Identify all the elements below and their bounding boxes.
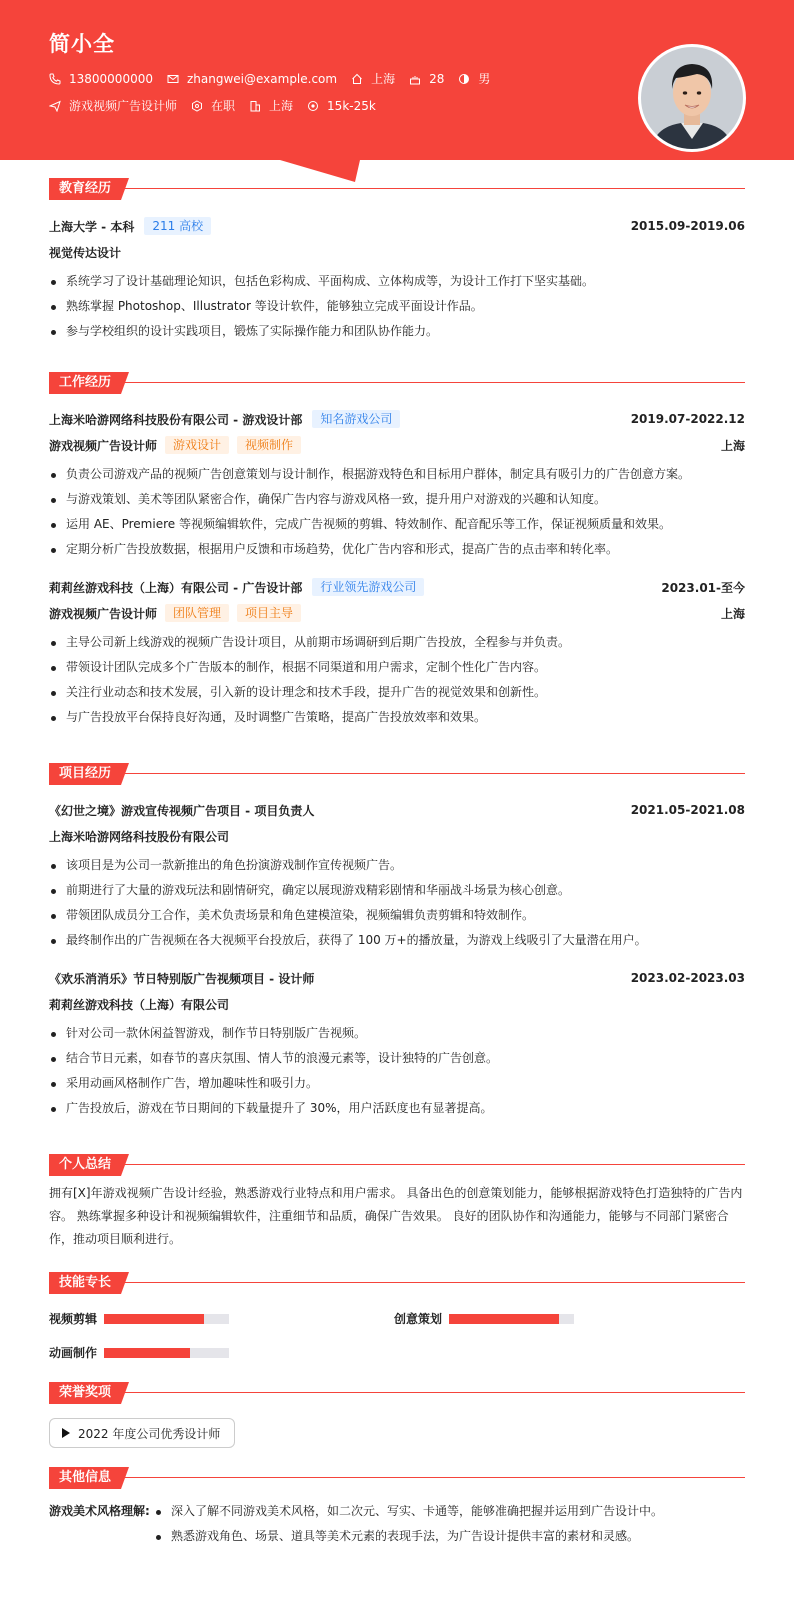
list-item: 主导公司新上线游戏的视频广告设计项目，从前期市场调研到后期广告投放，全程参与并负责。 bbox=[49, 630, 745, 655]
section-divider bbox=[119, 1282, 745, 1283]
awards-section bbox=[49, 1382, 745, 1448]
play-triangle-icon bbox=[62, 1428, 70, 1438]
project-company: 上海米哈游网络科技股份有限公司 bbox=[49, 829, 230, 844]
job-tag: 视频制作 bbox=[237, 436, 301, 454]
job-intent-row bbox=[49, 97, 390, 114]
job-city: 上海 bbox=[720, 438, 745, 453]
status-item bbox=[191, 97, 235, 114]
section-title: 技能专长 bbox=[49, 1272, 121, 1294]
list-item: 深入了解不同游戏美术风格，如二次元、写实、卡通等，能够准确把握并运用到广告设计中。 bbox=[154, 1499, 663, 1524]
section-title: 荣誉奖项 bbox=[49, 1382, 121, 1404]
avatar bbox=[638, 44, 746, 152]
job-tag: 项目主导 bbox=[237, 604, 301, 622]
project-header-row bbox=[49, 965, 745, 991]
section-divider bbox=[119, 188, 745, 189]
skill-item bbox=[394, 1310, 574, 1327]
job-header-row bbox=[49, 574, 745, 600]
list-item: 采用动画风格制作广告，增加趣味性和吸引力。 bbox=[49, 1071, 745, 1096]
mail-icon bbox=[167, 73, 179, 85]
status-text: 在职 bbox=[211, 99, 236, 113]
contact-row bbox=[49, 70, 504, 87]
gender-item bbox=[458, 70, 490, 87]
home-icon bbox=[351, 73, 363, 85]
section-divider bbox=[119, 1477, 745, 1478]
salary-icon bbox=[307, 100, 319, 112]
section-heading bbox=[49, 372, 745, 394]
skills-section bbox=[49, 1272, 745, 1374]
project-name: 《欢乐消消乐》节日特别版广告视频项目 - 设计师 bbox=[49, 971, 315, 986]
skill-label: 创意策划 bbox=[394, 1312, 443, 1326]
position-item bbox=[49, 97, 177, 114]
list-item: 系统学习了设计基础理论知识，包括色彩构成、平面构成、立体构成等，为设计工作打下坚实基础。 bbox=[49, 269, 745, 294]
skill-list bbox=[49, 1304, 745, 1374]
education-section bbox=[49, 178, 745, 344]
other-info-key: 游戏美术风格理解: bbox=[49, 1504, 150, 1518]
list-item: 与广告投放平台保持良好沟通，及时调整广告策略，提高广告投放效率和效果。 bbox=[49, 705, 745, 730]
gender-icon bbox=[458, 73, 470, 85]
age-text: 28 bbox=[429, 71, 445, 86]
section-title: 项目经历 bbox=[49, 763, 121, 785]
section-title: 个人总结 bbox=[49, 1154, 121, 1176]
award-item[interactable] bbox=[49, 1418, 235, 1448]
send-icon bbox=[49, 100, 61, 112]
company-name: 莉莉丝游戏科技（上海）有限公司 - 广告设计部 bbox=[49, 580, 303, 595]
list-item: 熟悉游戏角色、场景、道具等美术元素的表现手法，为广告设计提供丰富的素材和灵感。 bbox=[154, 1524, 663, 1549]
section-heading bbox=[49, 1467, 745, 1489]
project-date: 2023.02-2023.03 bbox=[630, 971, 745, 985]
skill-bar-fill bbox=[449, 1314, 559, 1324]
section-title: 教育经历 bbox=[49, 178, 121, 200]
job-bullets bbox=[49, 630, 745, 730]
project-section bbox=[49, 763, 745, 1121]
salary-text: 15k-25k bbox=[327, 98, 376, 113]
section-divider bbox=[119, 773, 745, 774]
list-item: 与游戏策划、美术等团队紧密合作，确保广告内容与游戏风格一致，提升用户对游戏的兴趣和认知度。 bbox=[49, 487, 745, 512]
list-item: 前期进行了大量的游戏玩法和剧情研究，确定以展现游戏精彩剧情和华丽战斗场景为核心创意。 bbox=[49, 878, 745, 903]
project-bullets bbox=[49, 853, 745, 953]
resume-header bbox=[0, 0, 794, 182]
job-position-row bbox=[49, 432, 745, 458]
other-info-bullets bbox=[154, 1499, 663, 1549]
city-text: 上海 bbox=[269, 99, 294, 113]
candidate-name: 简小全 bbox=[49, 32, 115, 56]
other-section bbox=[49, 1467, 745, 1549]
section-heading bbox=[49, 1154, 745, 1176]
list-item: 带领设计团队完成多个广告版本的制作，根据不同渠道和用户需求，定制个性化广告内容。 bbox=[49, 655, 745, 680]
list-item: 带领团队成员分工合作，美术负责场景和角色建模渲染，视频编辑负责剪辑和特效制作。 bbox=[49, 903, 745, 928]
project-date: 2021.05-2021.08 bbox=[630, 803, 745, 817]
company-name: 上海米哈游网络科技股份有限公司 - 游戏设计部 bbox=[49, 412, 303, 427]
job-position: 游戏视频广告设计师 bbox=[49, 606, 158, 621]
major-row bbox=[49, 239, 745, 265]
list-item: 定期分析广告投放数据，根据用户反馈和市场趋势，优化广告内容和形式，提高广告的点击率和转化率。 bbox=[49, 537, 745, 562]
job-tag: 游戏设计 bbox=[165, 436, 229, 454]
email-text: zhangwei@example.com bbox=[186, 71, 338, 86]
status-icon bbox=[191, 100, 203, 112]
city-item bbox=[249, 97, 293, 114]
skill-item bbox=[49, 1310, 229, 1327]
education-date: 2015.09-2019.06 bbox=[630, 219, 745, 233]
company-badge: 知名游戏公司 bbox=[312, 410, 400, 428]
building-icon bbox=[249, 100, 261, 112]
project-name: 《幻世之境》游戏宣传视频广告项目 - 项目负责人 bbox=[49, 803, 315, 818]
section-title: 工作经历 bbox=[49, 372, 121, 394]
job-city: 上海 bbox=[720, 606, 745, 621]
project-header-row bbox=[49, 797, 745, 823]
list-item: 运用 AE、Premiere 等视频编辑软件，完成广告视频的剪辑、特效制作、配音配乐等工作，保证视频质量和效果。 bbox=[49, 512, 745, 537]
job-tag: 团队管理 bbox=[165, 604, 229, 622]
education-bullets bbox=[49, 269, 745, 344]
section-heading bbox=[49, 1382, 745, 1404]
work-section bbox=[49, 372, 745, 730]
list-item: 关注行业动态和技术发展，引入新的设计理念和技术手段，提升广告的视觉效果和创新性。 bbox=[49, 680, 745, 705]
skill-bar-fill bbox=[104, 1314, 204, 1324]
project-company-row bbox=[49, 991, 745, 1017]
list-item: 该项目是为公司一款新推出的角色扮演游戏制作宣传视频广告。 bbox=[49, 853, 745, 878]
skill-bar bbox=[449, 1314, 574, 1324]
skill-label: 动画制作 bbox=[49, 1346, 98, 1360]
skill-label: 视频剪辑 bbox=[49, 1312, 98, 1326]
email-item bbox=[167, 72, 337, 86]
skill-bar bbox=[104, 1314, 229, 1324]
job-date: 2019.07-2022.12 bbox=[630, 412, 745, 426]
job-bullets bbox=[49, 462, 745, 562]
list-item: 熟练掌握 Photoshop、Illustrator 等设计软件，能够独立完成平面设计作品。 bbox=[49, 294, 745, 319]
section-heading bbox=[49, 1272, 745, 1294]
summary-text: 拥有[X]年游戏视频广告设计经验，熟悉游戏行业特点和用户需求。 具备出色的创意策划能力，能够根据游戏特色打造独特的广告内容。 熟练掌握多种设计和视频编辑软件，注重细节和品质，确保广告效果。 良好的团队协作和沟通能力，能够与不同部门紧密合作，推动项目顺利进行。 bbox=[49, 1186, 743, 1246]
list-item: 针对公司一款休闲益智游戏，制作节日特别版广告视频。 bbox=[49, 1021, 745, 1046]
job-position: 游戏视频广告设计师 bbox=[49, 438, 158, 453]
school-name: 上海大学 - 本科 bbox=[49, 219, 135, 234]
section-divider bbox=[119, 382, 745, 383]
project-company-row bbox=[49, 823, 745, 849]
section-divider bbox=[119, 1164, 745, 1165]
residence-text: 上海 bbox=[371, 72, 396, 86]
education-row bbox=[49, 213, 745, 239]
salary-item bbox=[307, 99, 376, 113]
residence-item bbox=[351, 70, 395, 87]
award-label: 2022 年度公司优秀设计师 bbox=[78, 1426, 221, 1441]
section-title: 其他信息 bbox=[49, 1467, 121, 1489]
section-heading bbox=[49, 763, 745, 785]
phone-item bbox=[49, 72, 153, 86]
list-item: 参与学校组织的设计实践项目，锻炼了实际操作能力和团队协作能力。 bbox=[49, 319, 745, 344]
summary-section bbox=[49, 1154, 745, 1251]
job-position-row bbox=[49, 600, 745, 626]
skill-item bbox=[49, 1344, 229, 1361]
school-badge: 211 高校 bbox=[144, 217, 211, 235]
list-item: 结合节日元素，如春节的喜庆氛围、情人节的浪漫元素等，设计独特的广告创意。 bbox=[49, 1046, 745, 1071]
company-badge: 行业领先游戏公司 bbox=[312, 578, 424, 596]
list-item: 最终制作出的广告视频在各大视频平台投放后，获得了 100 万+的播放量，为游戏上线吸引了大量潜在用户。 bbox=[49, 928, 745, 953]
project-company: 莉莉丝游戏科技（上海）有限公司 bbox=[49, 997, 230, 1012]
age-icon bbox=[409, 73, 421, 85]
job-date: 2023.01-至今 bbox=[661, 580, 745, 595]
position-text: 游戏视频广告设计师 bbox=[69, 99, 178, 113]
job-header-row bbox=[49, 406, 745, 432]
list-item: 广告投放后，游戏在节日期间的下载量提升了 30%，用户活跃度也有显著提高。 bbox=[49, 1096, 745, 1121]
major-name: 视觉传达设计 bbox=[49, 245, 122, 260]
gender-text: 男 bbox=[478, 72, 491, 86]
project-bullets bbox=[49, 1021, 745, 1121]
phone-text: 13800000000 bbox=[69, 71, 153, 86]
age-item bbox=[409, 72, 444, 86]
skill-bar bbox=[104, 1348, 229, 1358]
avatar-portrait bbox=[641, 47, 743, 149]
section-heading bbox=[49, 178, 745, 200]
section-divider bbox=[119, 1392, 745, 1393]
phone-icon bbox=[49, 73, 61, 85]
list-item: 负责公司游戏产品的视频广告创意策划与设计制作，根据游戏特色和目标用户群体，制定具有吸引力的广告创意方案。 bbox=[49, 462, 745, 487]
other-info-row bbox=[49, 1499, 745, 1549]
skill-bar-fill bbox=[104, 1348, 190, 1358]
